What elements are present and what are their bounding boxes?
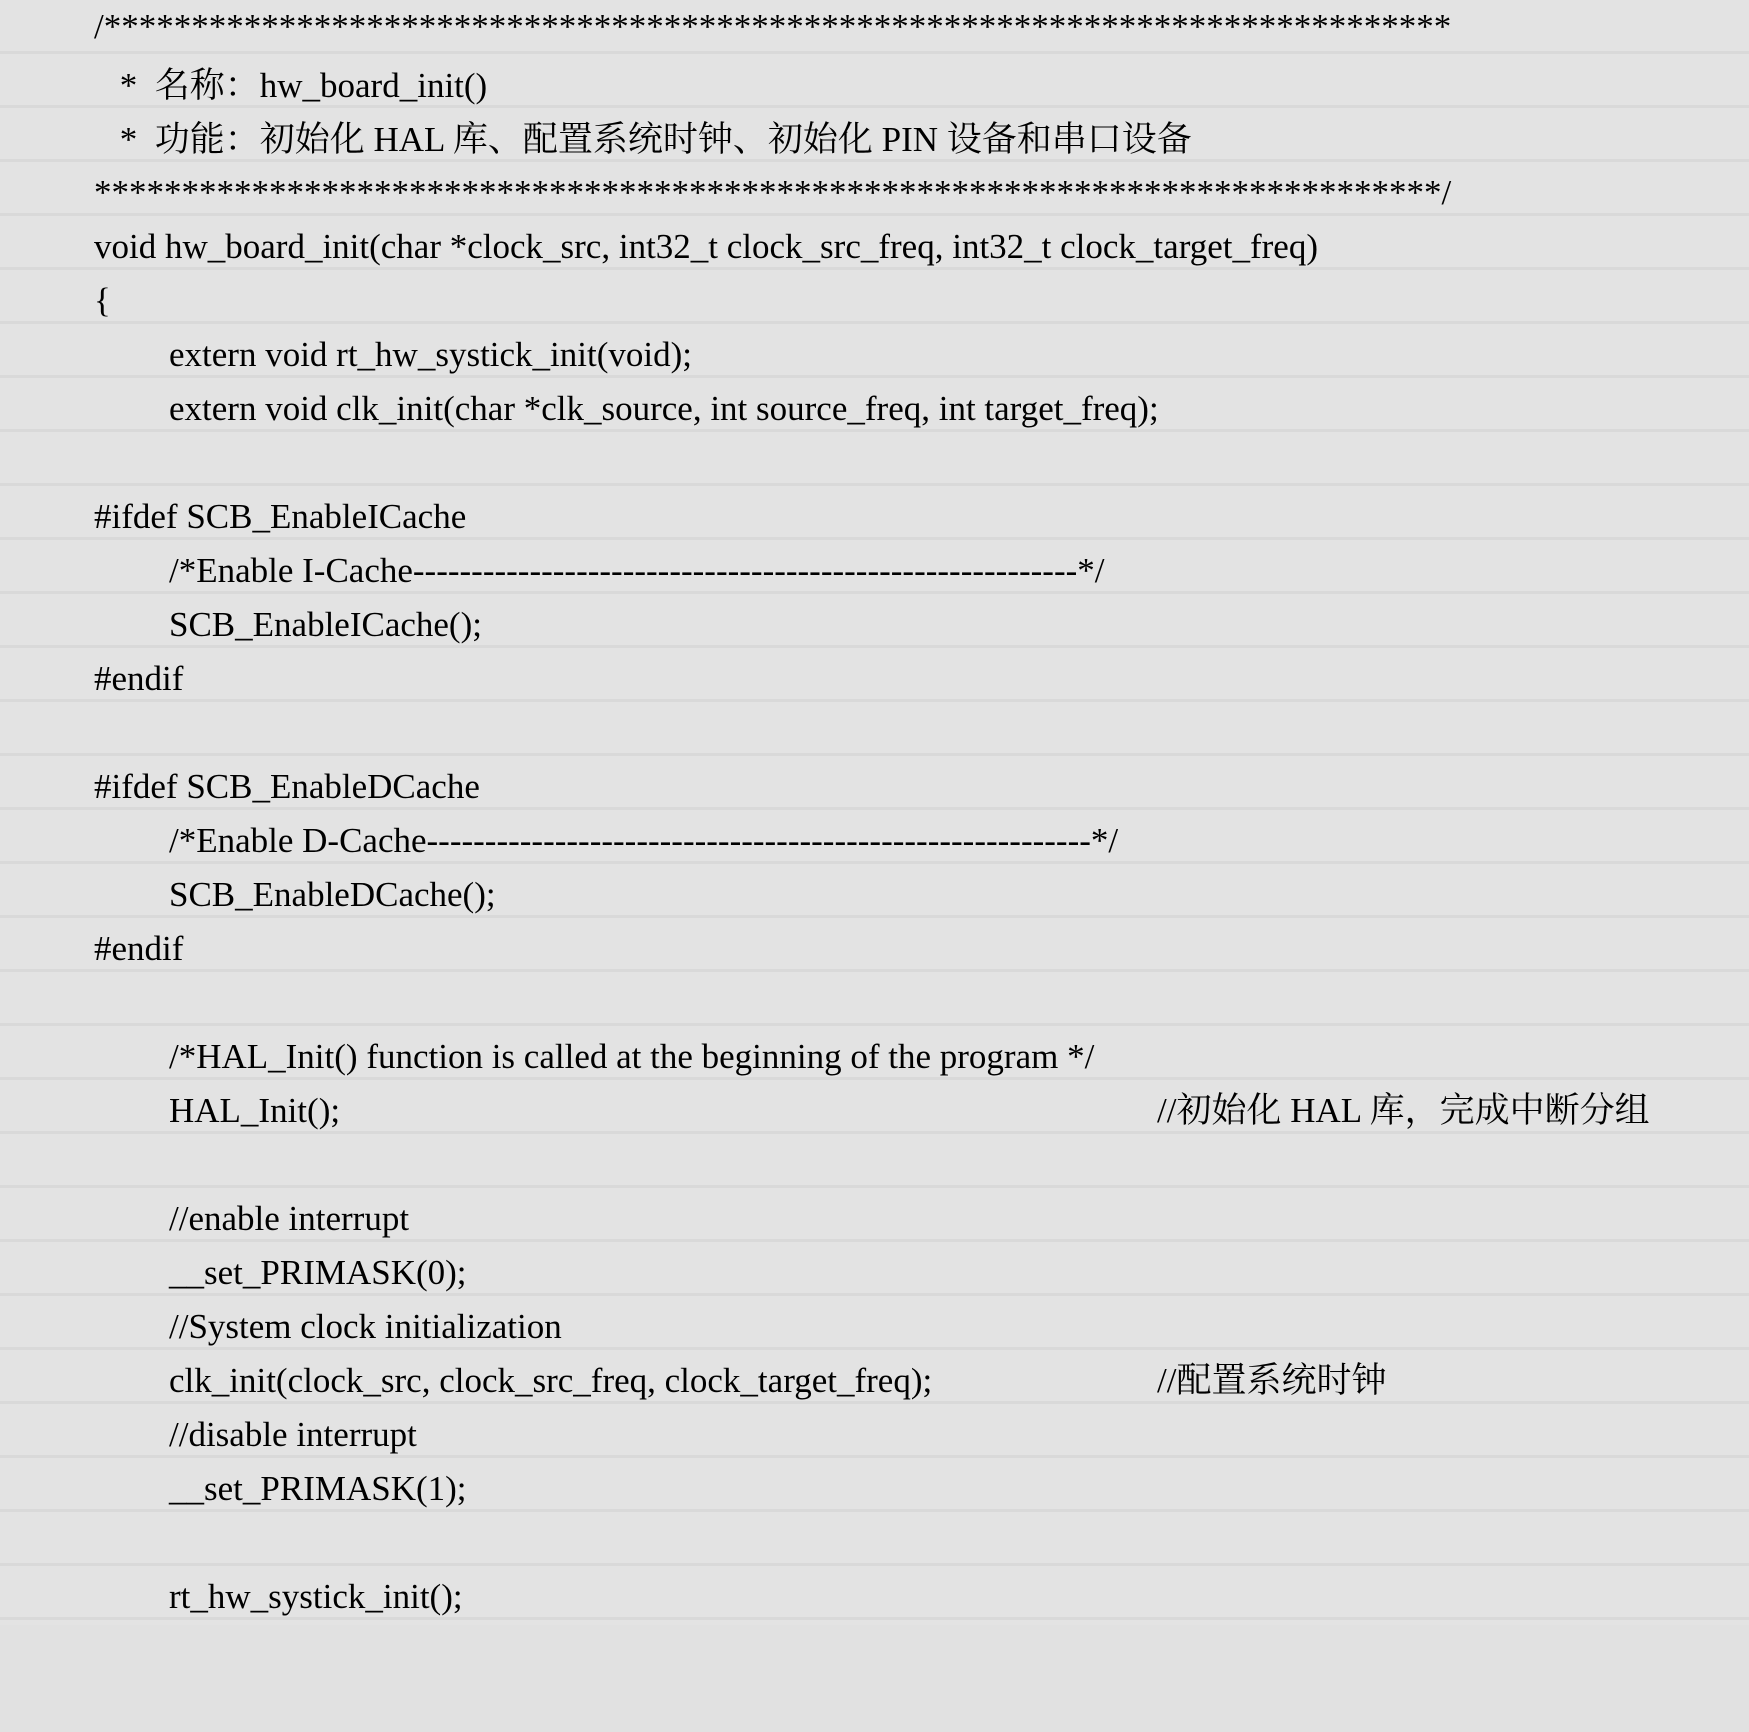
comment-enable-icache: /*Enable I-Cache---------------------------------------------------------*/ <box>169 551 1105 590</box>
code-line-11 <box>0 544 1105 598</box>
code-line-10 <box>0 490 467 544</box>
code-line-13 <box>0 652 184 706</box>
code-line-12 <box>0 598 482 652</box>
code-line-7 <box>0 328 692 382</box>
code-line-23 <box>0 1192 410 1246</box>
comment-top-border: /***************************************************************************** <box>94 7 1452 46</box>
function-signature: void hw_board_init(char *clock_src, int32_t clock_src_freq, int32_t clock_target_freq) <box>94 227 1318 266</box>
code-line-19 <box>0 976 35 1030</box>
code-line-24 <box>0 1246 467 1300</box>
code-line-2 <box>0 59 488 113</box>
comment-enable-dcache: /*Enable D-Cache---------------------------------------------------------*/ <box>169 821 1119 860</box>
code-line-1 <box>0 0 1452 54</box>
code-line-9 <box>0 436 35 490</box>
code-line-27 <box>0 1408 417 1462</box>
call-hal-init: HAL_Init(); <box>169 1091 341 1130</box>
code-line-21 <box>0 1084 1650 1138</box>
open-brace: { <box>94 281 111 320</box>
comment-name-line: * 名称：hw_board_init() <box>111 66 488 105</box>
code-line-17 <box>0 868 496 922</box>
code-line-18 <box>0 922 184 976</box>
code-line-14 <box>0 706 35 760</box>
code-line-30 <box>0 1570 463 1624</box>
code-line-26 <box>0 1354 1387 1408</box>
call-enable-dcache: SCB_EnableDCache(); <box>169 875 496 914</box>
ifdef-icache: #ifdef SCB_EnableICache <box>94 497 467 536</box>
call-set-primask-1: __set_PRIMASK(1); <box>169 1469 467 1508</box>
comment-disable-interrupt: //disable interrupt <box>169 1415 417 1454</box>
comment-bottom-border: *****************************************************************************/ <box>94 173 1452 212</box>
extern-clk-init-decl: extern void clk_init(char *clk_source, int source_freq, int target_freq); <box>169 389 1159 428</box>
code-line-16 <box>0 814 1119 868</box>
code-line-6 <box>0 274 111 328</box>
code-line-3 <box>0 113 1192 167</box>
comment-enable-interrupt: //enable interrupt <box>169 1199 410 1238</box>
call-clk-init: clk_init(clock_src, clock_src_freq, clock_target_freq); <box>169 1361 933 1400</box>
call-systick-init: rt_hw_systick_init(); <box>169 1577 463 1616</box>
code-line-29 <box>0 1516 35 1570</box>
ifdef-dcache: #ifdef SCB_EnableDCache <box>94 767 480 806</box>
code-line-4 <box>0 166 1452 220</box>
comment-clk-init-cn: //配置系统时钟 <box>1157 1361 1387 1400</box>
code-line-25 <box>0 1300 562 1354</box>
code-line-22 <box>0 1138 35 1192</box>
call-set-primask-0: __set_PRIMASK(0); <box>169 1253 467 1292</box>
comment-hal-init: /*HAL_Init() function is called at the beginning of the program */ <box>169 1037 1095 1076</box>
extern-systick-decl: extern void rt_hw_systick_init(void); <box>169 335 692 374</box>
endif-dcache: #endif <box>94 929 184 968</box>
code-line-5 <box>0 220 1318 274</box>
endif-icache: #endif <box>94 659 184 698</box>
code-line-28 <box>0 1462 467 1516</box>
call-enable-icache: SCB_EnableICache(); <box>169 605 482 644</box>
comment-function-line: * 功能：初始化 HAL 库、配置系统时钟、初始化 PIN 设备和串口设备 <box>111 120 1192 159</box>
comment-system-clock: //System clock initialization <box>169 1307 562 1346</box>
code-line-8 <box>0 382 1159 436</box>
code-line-20 <box>0 1030 1095 1084</box>
code-line-15 <box>0 760 480 814</box>
comment-hal-init-cn: //初始化 HAL 库，完成中断分组 <box>1157 1091 1650 1130</box>
